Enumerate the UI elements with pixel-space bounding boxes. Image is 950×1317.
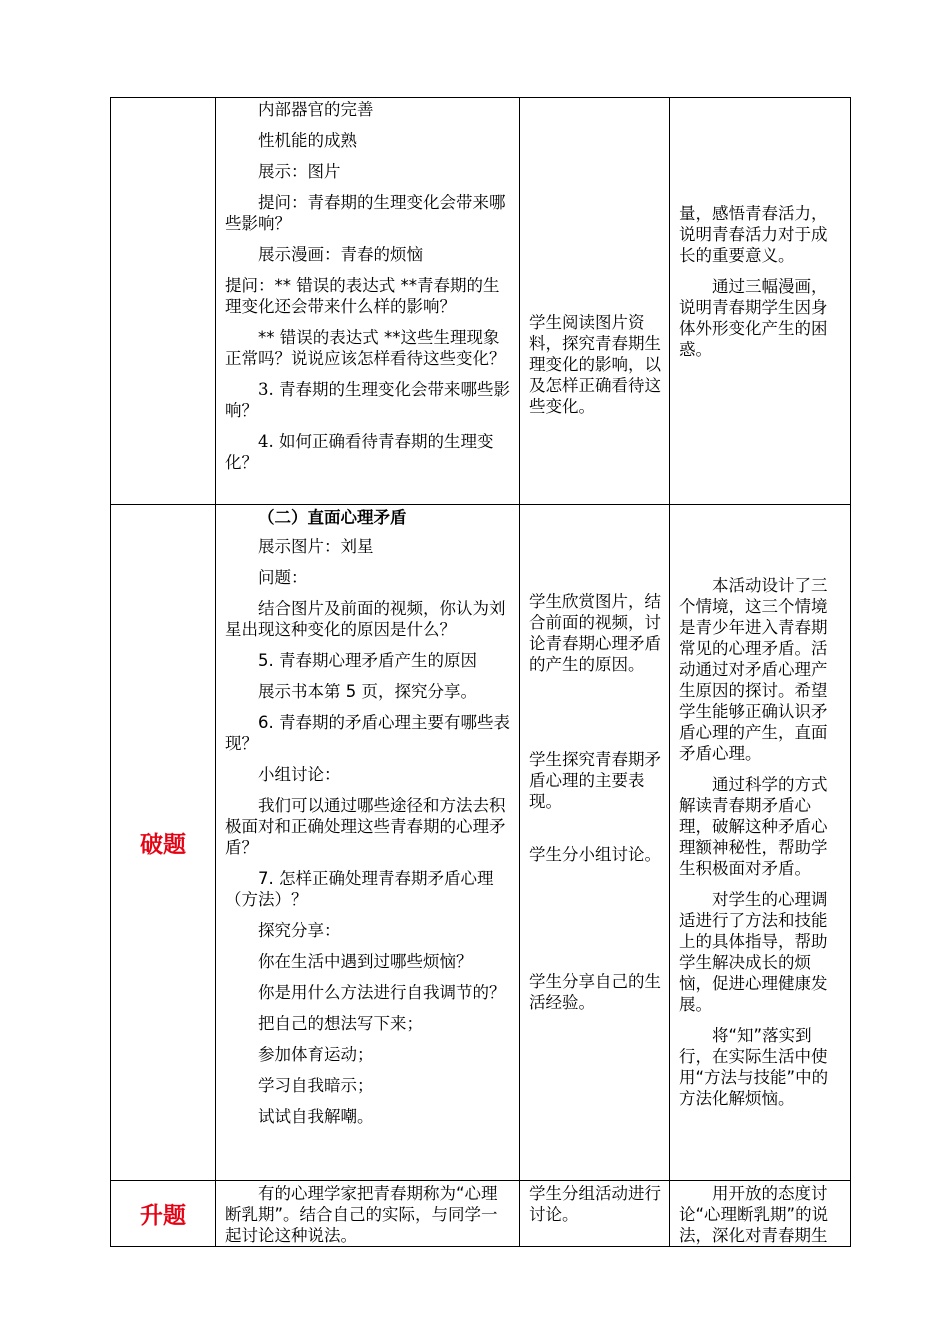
teacher-line: 6. 青春期的矛盾心理主要有哪些表现？ xyxy=(225,713,510,753)
student-activity-cell xyxy=(520,1181,670,1247)
student-activity-cell xyxy=(520,505,670,1181)
teacher-line: 我们可以通过哪些途径和方法去积极面对和正确处理这些青春期的心理矛盾？ xyxy=(225,796,506,857)
intent-text: 通过科学的方式解读青春期矛盾心理，破解这种矛盾心理额神秘性，帮助学生积极面对矛盾。 xyxy=(679,775,828,878)
lesson-plan-table xyxy=(110,97,851,1247)
teacher-activity-cell xyxy=(216,505,520,1181)
student-text: 学生分小组讨论。 xyxy=(529,845,661,864)
design-intent-cell xyxy=(670,98,851,505)
student-text: 学生分组活动进行讨论。 xyxy=(529,1184,661,1224)
teacher-line: ** 错误的表达式 **这些生理现象正常吗？说说应该怎样看待这些变化？ xyxy=(225,328,506,368)
teacher-line: 展示图片：刘星 xyxy=(258,537,374,556)
teacher-activity-cell xyxy=(216,98,520,505)
teacher-line: 7. 怎样正确处理青春期矛盾心理（方法）？ xyxy=(225,869,494,909)
teacher-line: 把自己的想法写下来； xyxy=(258,1014,423,1033)
design-intent-cell xyxy=(670,505,851,1181)
section-heading: （二）直面心理矛盾 xyxy=(258,508,407,527)
teacher-line: 展示：图片 xyxy=(258,162,341,181)
student-text: 学生分享自己的生活经验。 xyxy=(529,972,661,1012)
student-text: 学生阅读图片资料，探究青春期生理变化的影响，以及怎样正确看待这些变化。 xyxy=(529,313,661,416)
teacher-line: 性机能的成熟 xyxy=(258,131,357,150)
teacher-activity-cell xyxy=(216,1181,520,1247)
intent-text: 对学生的心理调适进行了方法和技能上的具体指导，帮助学生解决成长的烦恼，促进心理健康发展。 xyxy=(679,890,828,1014)
stage-cell xyxy=(111,1181,216,1247)
teacher-line: 学习自我暗示； xyxy=(258,1076,374,1095)
stage-cell-empty xyxy=(111,98,216,505)
table-row-shengti xyxy=(111,1181,851,1247)
intent-text: 将“知”落实到行，在实际生活中使用“方法与技能”中的方法化解烦恼。 xyxy=(679,1026,829,1108)
student-text: 学生欣赏图片，结合前面的视频，讨论青春期心理矛盾的产生的原因。 xyxy=(529,592,661,674)
teacher-line: 问题： xyxy=(258,568,308,587)
teacher-line: 探究分享： xyxy=(258,921,341,940)
table-row-poti xyxy=(111,505,851,1181)
teacher-line: 4. 如何正确看待青春期的生理变化？ xyxy=(225,432,494,472)
teacher-line: 提问：** 错误的表达式 **青春期的生理变化还会带来什么样的影响？ xyxy=(225,276,500,316)
teacher-line: 内部器官的完善 xyxy=(258,100,374,119)
design-intent-cell xyxy=(670,1181,851,1247)
intent-text: 用开放的态度讨论“心理断乳期”的说法，深化对青春期生 xyxy=(679,1184,829,1245)
intent-text: 通过三幅漫画，说明青春期学生因身体外形变化产生的困惑。 xyxy=(679,277,828,359)
teacher-line: 参加体育运动； xyxy=(258,1045,374,1064)
teacher-line: 结合图片及前面的视频，你认为刘星出现这种变化的原因是什么？ xyxy=(225,599,506,639)
intent-text: 量，感悟青春活力，说明青春活力对于成长的重要意义。 xyxy=(679,204,828,265)
teacher-line: 小组讨论： xyxy=(258,765,341,784)
teacher-line: 你是用什么方法进行自我调节的？ xyxy=(258,983,506,1002)
teacher-line: 试试自我解嘲。 xyxy=(258,1107,374,1126)
teacher-line: 你在生活中遇到过哪些烦恼？ xyxy=(258,952,473,971)
teacher-line: 5. 青春期心理矛盾产生的原因 xyxy=(258,651,477,670)
teacher-line: 提问：青春期的生理变化会带来哪些影响？ xyxy=(225,193,506,233)
student-text: 学生探究青春期矛盾心理的主要表现。 xyxy=(529,750,661,811)
student-activity-cell xyxy=(520,98,670,505)
teacher-line: 展示书本第 5 页，探究分享。 xyxy=(258,682,477,701)
teacher-line: 展示漫画：青春的烦恼 xyxy=(258,245,423,264)
stage-cell xyxy=(111,505,216,1181)
teacher-line: 有的心理学家把青春期称为“心理断乳期”。结合自己的实际，与同学一起讨论这种说法。 xyxy=(225,1184,498,1245)
stage-label: 破题 xyxy=(140,832,186,858)
intent-text: 本活动设计了三个情境，这三个情境是青少年进入青春期常见的心理矛盾。活动通过对矛盾心理产生原因的探讨。希望学生能够正确认识矛盾心理的产生，直面矛盾心理。 xyxy=(679,576,828,763)
teacher-line: 3. 青春期的生理变化会带来哪些影响？ xyxy=(225,380,510,420)
table-row-continuation xyxy=(111,98,851,505)
stage-label: 升题 xyxy=(140,1203,186,1229)
